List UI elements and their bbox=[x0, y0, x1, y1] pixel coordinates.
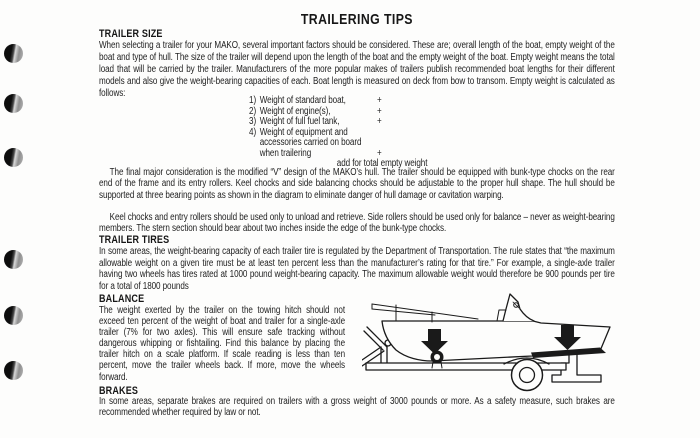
list-item bbox=[249, 128, 382, 160]
list-item bbox=[249, 96, 382, 107]
plus-sign: + bbox=[376, 95, 382, 106]
list-item-number: 3) bbox=[249, 116, 257, 128]
list-item-text: Weight of full fuel tank, bbox=[259, 116, 340, 128]
list-item-number: 2) bbox=[249, 105, 257, 117]
plus-sign: + bbox=[376, 116, 382, 128]
list-item-text: Weight of standard boat, bbox=[259, 95, 346, 106]
binder-hole bbox=[4, 94, 23, 113]
balance-body: The weight exerted by the trailer on the towing hitch should not exceed ten percent of the weight of boat and trailer for a single-axle trailer (7% for two axles). This will ensure safe tracking without dangerous whipping or fishtailing. Find this balance by placing the trailer hitch on a scale platform. If scale reading is less than ten percent, move the trailer wheels back. If more, move the wheels forward. bbox=[99, 305, 345, 383]
binder-hole bbox=[4, 361, 23, 380]
trailer-wheel bbox=[512, 360, 543, 391]
section-heading-trailer-size: TRAILER SIZE bbox=[99, 28, 163, 40]
page-title: TRAILERING TIPS bbox=[300, 11, 413, 28]
trailer-size-para3: Keel chocks and entry rollers should be used only to unload and retrieve. Side rollers should be used only for balance – never as weight-bearing members. The stern section should bear about two inches inside the edge of the bunk-type chocks. bbox=[99, 212, 615, 235]
list-item-number: 1) bbox=[249, 95, 257, 106]
plus-sign: + bbox=[376, 105, 382, 117]
list-item-text: Weight of equipment and accessories carried on board when trailering bbox=[259, 126, 362, 159]
boat-trailer-diagram bbox=[362, 283, 700, 408]
trailer-size-para2: The final major consideration is the modified “V” design of the MAKO’s hull. The trailer should be equipped with bunk-type chocks on the rear end of the frame and its entry rollers. Keel chocks and side balancing chocks should be adjustable to the proper hull shape. The hull should be supported at three bearing points as shown in the diagram to eliminate danger of hull damage or cavitation warping. bbox=[99, 167, 615, 201]
binder-hole bbox=[4, 250, 23, 269]
section-heading-trailer-tires: TRAILER TIRES bbox=[99, 234, 170, 246]
list-total-note: add for total empty weight bbox=[336, 158, 428, 169]
plus-sign: + bbox=[376, 147, 382, 159]
binder-hole bbox=[4, 44, 23, 63]
section-heading-brakes: BRAKES bbox=[99, 385, 139, 397]
brakes-body: In some areas, separate brakes are required on trailers with a gross weight of 3000 pounds or more. As a safety measure, such brakes are recommended whether required by law or not. bbox=[99, 396, 615, 419]
trailer-tires-body: In some areas, the weight-bearing capacity of each trailer tire is regulated by the Department of Transportation. The rule states that “the maximum allowable weight on a given tire must be at least ten percent less than the manufacturer’s rating for that tire.” For example, a single-axle trailer having two wheels has tires rated at 1000 pound weight-bearing capacity. The maximum allowable weight would therefore be 900 pounds per tire for a total of 1800 pounds bbox=[99, 246, 615, 292]
list-item-text: Weight of engine(s), bbox=[259, 105, 331, 117]
section-heading-balance: BALANCE bbox=[99, 293, 145, 305]
binder-hole bbox=[4, 306, 23, 325]
center-console bbox=[497, 294, 534, 321]
trailer-size-intro: When selecting a trailer for your MAKO, several important factors should be considered. These are; overall length of the boat, empty weight of the boat and type of hull. The size of the trailer will depend upon the length of the boat and the empty weight of the boat. Empty weight means the total load that will be carried by the trailer. Manufacturers of the more popular makes of trailers publish recommended boat lengths for their different models and also give the weight-bearing capacities of each. Boat length is measured on deck from bow to transom. Empty weight is calculated as follows: bbox=[99, 40, 615, 100]
binder-hole bbox=[4, 148, 23, 167]
empty-weight-list bbox=[249, 96, 382, 160]
bow-rail bbox=[372, 304, 478, 322]
list-item-number: 4) bbox=[249, 126, 257, 138]
